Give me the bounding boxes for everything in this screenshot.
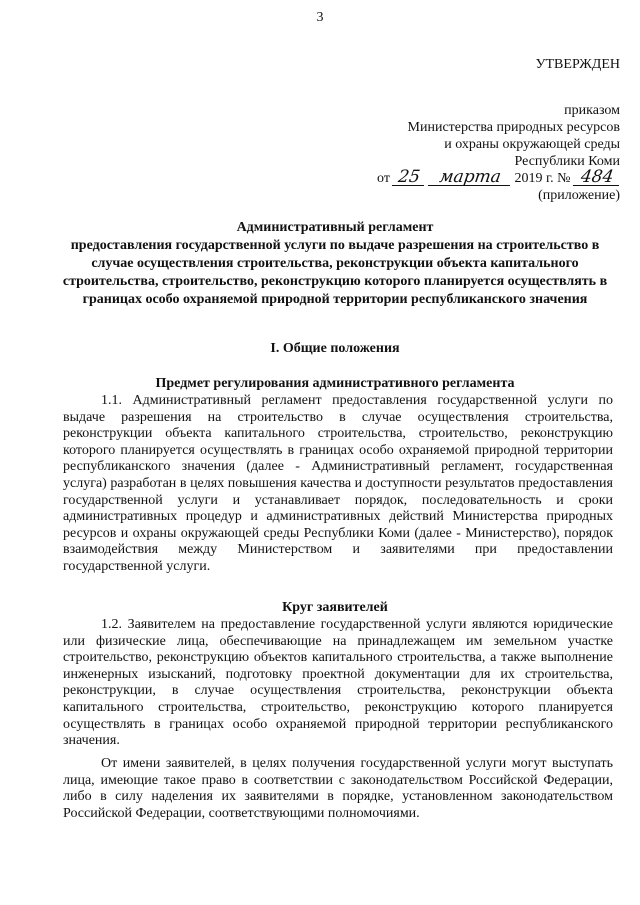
approval-stamp: УТВЕРЖДЕН: [535, 57, 620, 72]
order-number-handwritten: 484: [573, 170, 621, 186]
subsection-1-title: Предмет регулирования административного регламента: [155, 376, 515, 391]
approval-block: [320, 56, 620, 204]
approval-date-line: [320, 167, 620, 187]
approval-line-environment: и охраны окружающей среды: [444, 137, 620, 152]
date-prefix: от: [377, 171, 390, 186]
subsection-2-title: Круг заявителей: [282, 600, 388, 615]
appendix-label: (приложение): [538, 188, 620, 203]
section-1-title: I. Общие положения: [270, 341, 400, 356]
approval-line-order: приказом: [564, 103, 620, 118]
approval-line-ministry: Министерства природных ресурсов: [407, 120, 620, 135]
date-month-handwritten: марта: [428, 170, 512, 186]
paragraph-1-2: 1.2. Заявителем на предоставление государственной услуги являются юридические или физические лица, обеспечивающие на принадлежащем им земельном участке строительство, реконструкцию объектов капитального строительства, а также выполнение инженерных изысканий, подготовку проектной документации для их строительства, реконструкции, в случае осуществления строительства, реконструкции объекта капитального строительства, строительство, реконструкцию которого планируется осуществлять в границах особо охраняемой природной территории республиканского значения.: [63, 617, 613, 749]
page-number: 3: [316, 10, 324, 25]
date-day-handwritten: 25: [392, 170, 426, 186]
approval-line-republic: Республики Коми: [514, 154, 620, 169]
paragraph-representatives: От имени заявителей, в целях получения государственной услуги могут выступать лица, имеющие такое право в соответствии с законодательством Российской Федерации, либо в силу наделения их заявителями в порядке, установленном законодательством Российской Федерации, соответствующими полномочиями.: [63, 756, 613, 821]
date-year: 2019 г. №: [514, 171, 571, 186]
title-rest: предоставления государственной услуги по выдаче разрешения на строительство в случае осуществления строительства, реконструкции объекта капитального строительства, строительство, реконструкцию которого планируется осуществлять в границах особо охраняемой природной территории республиканского значения: [62, 238, 608, 307]
document-title: [60, 219, 610, 309]
paragraph-1-1: 1.1. Административный регламент предоставления государственной услуги по выдаче разрешения на строительство в случае осуществления строительства, реконструкции объекта капитального строительства, строительство, реконструкцию которого планируется осуществлять в границах особо охраняемой природной территории республиканского значения (далее - Административный регламент, государственная услуга) разработан в целях повышения качества и доступности результатов предоставления государственной услуги и устанавливает порядок, последовательность и сроки административных процедур и административных действий Министерства природных ресурсов и охраны окружающей среды Республики Коми (далее - Министерство), порядок взаимодействия между Министерством и заявителями при предоставлении государственной услуги.: [63, 393, 613, 574]
title-line-1: Административный регламент: [236, 220, 434, 235]
